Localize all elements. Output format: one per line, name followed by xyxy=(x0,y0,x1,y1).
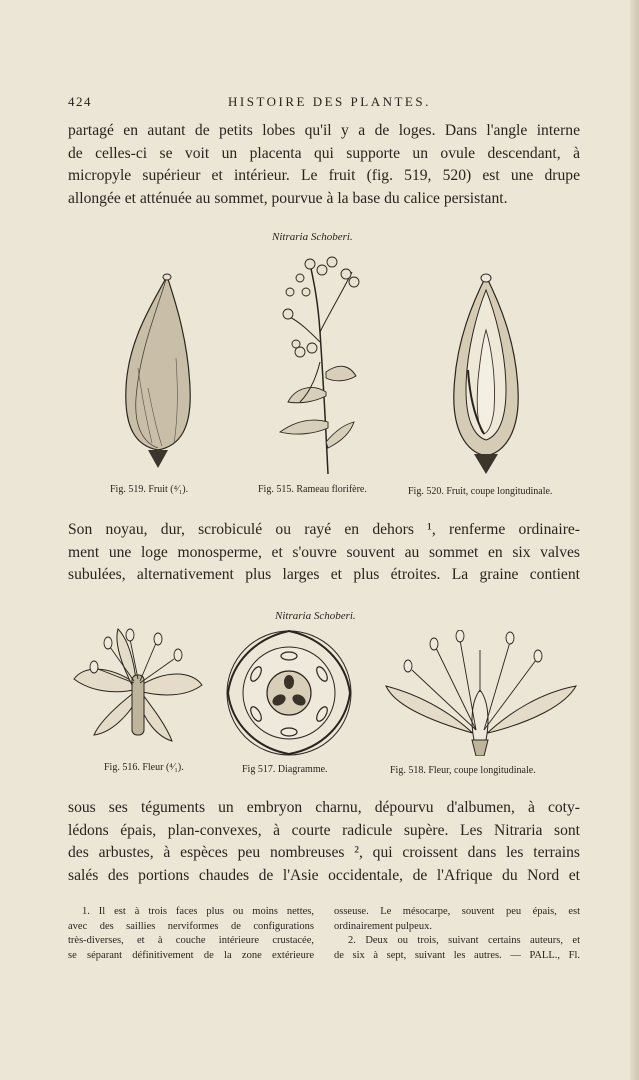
text-line: de celles-ci se voit un placenta qui supporte un ovule descendant, à xyxy=(68,144,580,162)
footnote-line: de six à sept, suivant les autres. — PALL., Fl. xyxy=(334,949,580,961)
text-line: des arbustes, à espèces peu nombreuses ², qui croissent dans les terrains xyxy=(68,844,580,861)
running-title: HISTOIRE DES PLANTES. xyxy=(228,94,431,109)
floral-diagram-illustration xyxy=(222,626,356,760)
footnote-line: osseuse. Le mésocarpe, souvent peu épais, est xyxy=(334,906,580,917)
fruit-section-illustration xyxy=(448,270,524,476)
caption-fig-517: Fig 517. Diagramme. xyxy=(242,764,328,775)
caption-fig-518: Fig. 518. Fleur, coupe longitudinale. xyxy=(390,765,536,776)
text-line: ment une loge monosperme, et s'ouvre souvent au sommet en six valves xyxy=(68,543,580,561)
page-number: 424 xyxy=(68,94,92,109)
text-line: subulées, alternativement plus larges et plus étroites. La graine contient xyxy=(68,566,580,583)
footnote-line: se séparant définitivement de la zone extérieure xyxy=(68,949,314,961)
footnotes-right-column xyxy=(334,905,580,963)
paragraph-2 xyxy=(68,519,580,587)
fruit-illustration xyxy=(118,268,198,476)
paragraph-1 xyxy=(68,120,580,210)
flower-section-illustration xyxy=(380,630,580,756)
figure-species-title: Nitraria Schoberi. xyxy=(272,231,353,243)
text-line: salés des portions chaudes de l'Asie occidentale, de l'Afrique du Nord et xyxy=(68,866,580,884)
caption-fig-520: Fig. 520. Fruit, coupe longitudinale. xyxy=(408,486,553,497)
footnotes-left-column xyxy=(68,905,314,963)
flowering-branch-illustration xyxy=(270,252,370,474)
page-edge xyxy=(630,0,639,1080)
caption-fig-515: Fig. 515. Rameau florifère. xyxy=(258,484,367,495)
flower-illustration xyxy=(70,625,206,755)
text-line: micropyle supérieur et intérieur. Le fruit (fig. 519, 520) est une drupe xyxy=(68,167,580,184)
text-line: lédons épais, plan-convexes, à courte radicule supère. Les Nitraria sont xyxy=(68,821,580,839)
footnote-line: ordinairement pulpeux. xyxy=(334,920,432,932)
text-line: Son noyau, dur, scrobiculé ou rayé en dehors ¹, renferme ordinaire- xyxy=(68,521,580,538)
footnote-line: très-diverses, et à couche intérieure crustacée, xyxy=(68,935,314,946)
text-line: partagé en autant de petits lobes qu'il y a de loges. Dans l'angle interne xyxy=(68,122,580,139)
caption-fig-519: Fig. 519. Fruit (⁴⁄₁). xyxy=(110,484,189,495)
footnote-line: 2. Deux ou trois, suivant certains auteurs, et xyxy=(348,935,580,946)
footnote-line: avec des saillies nerviformes de configurations xyxy=(68,920,314,932)
footnote-line: 1. Il est à trois faces plus ou moins nettes, xyxy=(82,906,314,917)
paragraph-3 xyxy=(68,797,580,887)
caption-fig-516: Fig. 516. Fleur (⁴⁄₁). xyxy=(104,762,184,773)
running-header xyxy=(68,94,580,112)
text-line: sous ses téguments un embryon charnu, dépourvu d'albumen, à coty- xyxy=(68,799,580,816)
text-line: allongée et atténuée au sommet, pourvue à la base du calice persistant. xyxy=(68,189,508,207)
figure-species-title: Nitraria Schoberi. xyxy=(275,610,356,622)
